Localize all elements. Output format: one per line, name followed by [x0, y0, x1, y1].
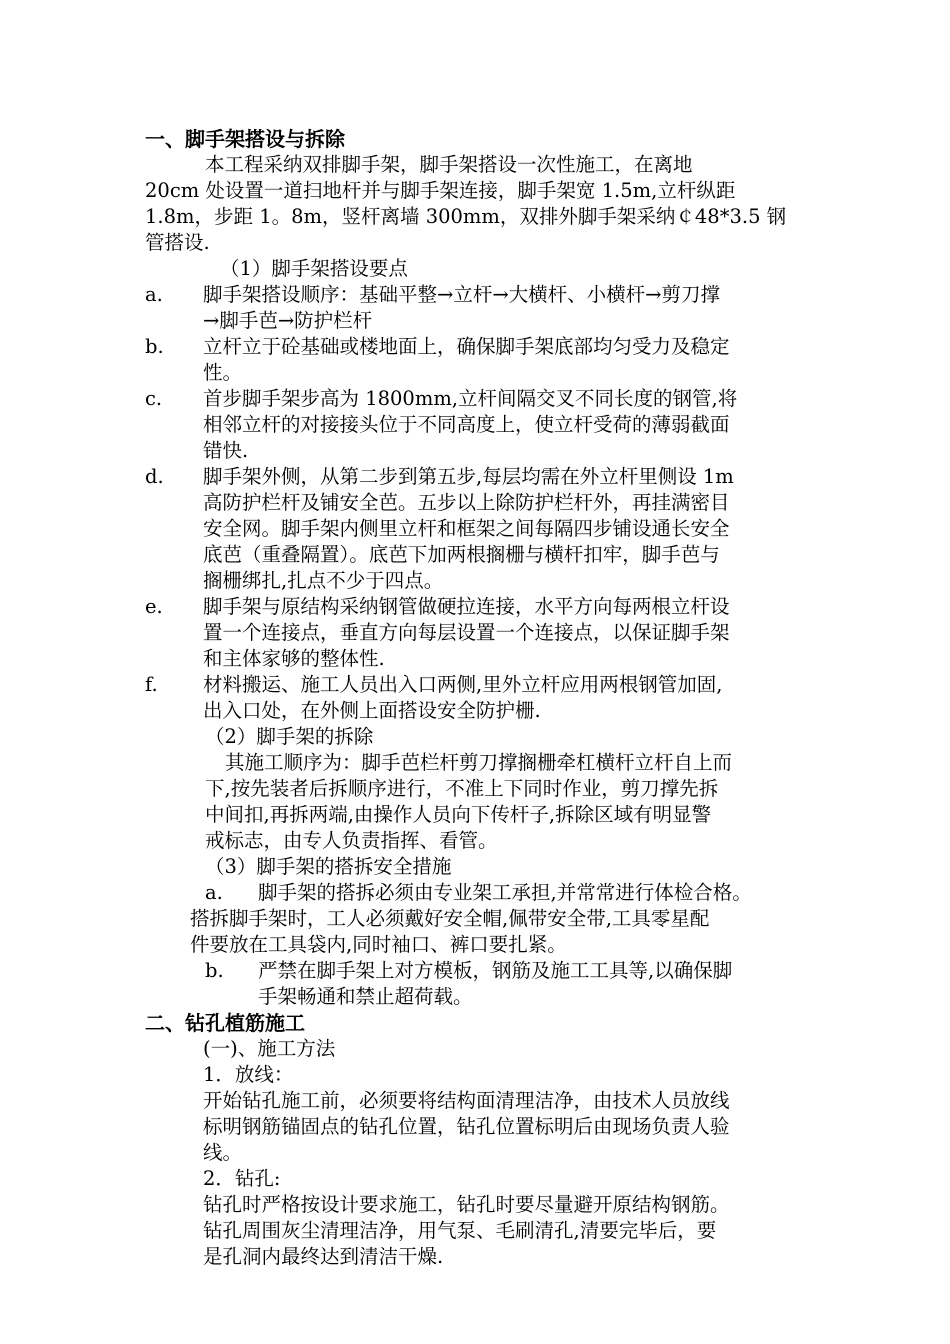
sub3-a-line-3: 件要放在工具袋内,同时袖口、裤口要扎紧。 — [190, 933, 567, 956]
step2-title: 2．钻孔: — [203, 1167, 281, 1190]
item-f-line-2: 出入口处，在外侧上面搭设安全防护栅. — [203, 699, 541, 722]
sub2-line-3: 中间扣,再拆两端,由操作人员向下传杆子,拆除区域有明显警 — [205, 803, 712, 826]
step1-line-3: 线。 — [203, 1141, 243, 1164]
sub2-line-4: 戒标志，由专人负责指挥、看管。 — [205, 829, 498, 852]
item-d-line-3: 安全网。脚手架内侧里立杆和框架之间每隔四步铺设通长安全 — [203, 517, 730, 540]
sub2-line-1: 其施工顺序为：脚手芭栏杆剪刀撑搁栅牵杠横杆立杆自上而 — [225, 751, 733, 774]
item-a-line-2: →脚手芭→防护栏杆 — [203, 309, 373, 332]
step1-title: 1．放线： — [203, 1063, 294, 1086]
item-e-label: e. — [145, 595, 163, 618]
sub1-title: （1）脚手架搭设要点 — [220, 257, 408, 280]
item-c-line-2: 相邻立杆的对接接头位于不同高度上，使立杆受荷的薄弱截面 — [203, 413, 730, 436]
item-b-label: b. — [145, 335, 164, 358]
step2-line-1: 钻孔时严格按设计要求施工，钻孔时要尽量避开原结构钢筋。 — [203, 1193, 730, 1216]
item-b-line-1: 立杆立于砼基础或楼地面上，确保脚手架底部均匀受力及稳定 — [203, 335, 730, 358]
intro-line-1: 本工程采纳双排脚手架，脚手架搭设一次性施工，在离地 — [205, 153, 693, 176]
sub3-b-label: b. — [205, 959, 224, 982]
item-d-line-2: 高防护栏杆及铺安全芭。五步以上除防护栏杆外，再挂满密目 — [203, 491, 730, 514]
step2-line-3: 是孔洞内最终达到清洁干燥. — [203, 1245, 444, 1268]
item-e-line-2: 置一个连接点，垂直方向每层设置一个连接点，以保证脚手架 — [203, 621, 730, 644]
method-title: (一)、施工方法 — [203, 1037, 336, 1060]
item-e-line-1: 脚手架与原结构采纳钢管做硬拉连接，水平方向每两根立杆设 — [203, 595, 730, 618]
item-a-line-1: 脚手架搭设顺序：基础平整→立杆→大横杆、小横杆→剪刀撑 — [203, 283, 721, 306]
step1-line-1: 开始钻孔施工前，必须要将结构面清理洁净，由技术人员放线 — [203, 1089, 730, 1112]
sub2-title: （2）脚手架的拆除 — [205, 725, 374, 748]
step1-line-2: 标明钢筋锚固点的钻孔位置，钻孔位置标明后由现场负责人验 — [203, 1115, 730, 1138]
item-f-line-1: 材料搬运、施工人员出入口两侧,里外立杆应用两根钢管加固, — [203, 673, 723, 696]
sub3-title: （3）脚手架的搭拆安全措施 — [205, 855, 452, 878]
sub3-b-line-2: 手架畅通和禁止超荷载。 — [258, 985, 473, 1008]
section2-title: 二、钻孔植筋施工 — [145, 1011, 305, 1035]
item-b-line-2: 性。 — [203, 361, 243, 384]
sub3-a-line-1: 脚手架的搭拆必须由专业架工承担,并常常进行体检合格。 — [258, 881, 752, 904]
step2-line-2: 钻孔周围灰尘清理洁净，用气泵、毛刷清孔,清要完毕后，要 — [203, 1219, 717, 1242]
item-a-label: a. — [145, 283, 163, 306]
item-c-line-1: 首步脚手架步高为 1800mm,立杆间隔交叉不同长度的钢管,将 — [203, 387, 738, 410]
sub3-a-label: a. — [205, 881, 223, 904]
item-d-line-1: 脚手架外侧，从第二步到第五步,每层均需在外立杆里侧设 1m — [203, 465, 734, 488]
item-e-line-3: 和主体家够的整体性. — [203, 647, 385, 670]
item-f-label: f. — [145, 673, 158, 696]
item-d-label: d. — [145, 465, 164, 488]
sub3-a-line-2: 搭拆脚手架时，工人必须戴好安全帽,佩带安全带,工具零星配 — [190, 907, 710, 930]
sub2-line-2: 下,按先装者后拆顺序进行，不准上下同时作业，剪刀撑先拆 — [205, 777, 719, 800]
intro-line-2: 20cm 处设置一道扫地杆并与脚手架连接，脚手架宽 1.5m,立杆纵距 — [145, 179, 736, 202]
section1-title: 一、脚手架搭设与拆除 — [145, 127, 345, 151]
item-c-line-3: 错快. — [203, 439, 249, 462]
intro-line-3: 1.8m，步距 1。8m，竖杆离墙 300mm，双排外脚手架采纳￠48*3.5 钢 — [145, 205, 787, 228]
intro-line-4: 管搭设. — [145, 231, 210, 254]
item-d-line-4: 底芭（重叠隔置）。底芭下加两根搁栅与横杆扣牢，脚手芭与 — [203, 543, 720, 566]
item-c-label: c. — [145, 387, 163, 410]
sub3-b-line-1: 严禁在脚手架上对方模板，钢筋及施工工具等,以确保脚 — [258, 959, 733, 982]
item-d-line-5: 搁栅绑扎,扎点不少于四点。 — [203, 569, 444, 592]
